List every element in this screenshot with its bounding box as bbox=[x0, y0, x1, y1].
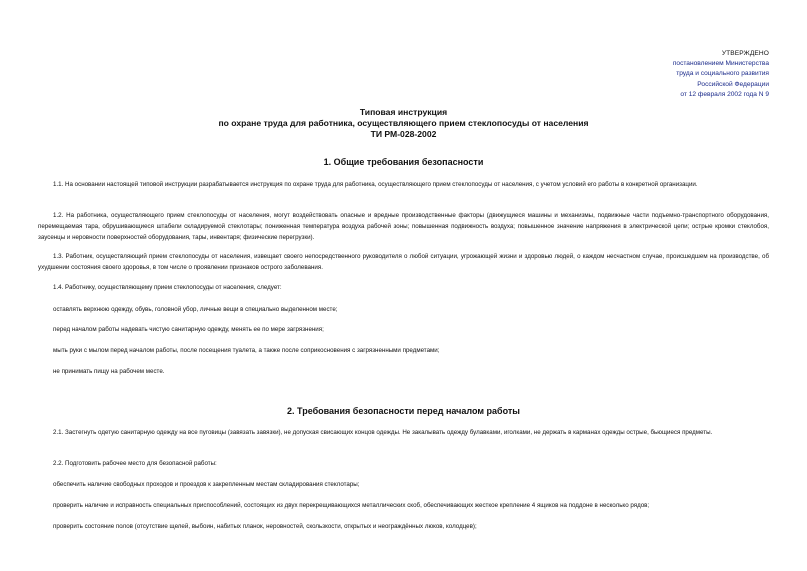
paragraph-1-4: 1.4. Работнику, осуществляющему прием стеклопосуды от населения, следует: bbox=[53, 284, 282, 291]
approval-line[interactable]: постановлением Министерства bbox=[672, 60, 769, 68]
title-line: ТИ РМ-028-2002 bbox=[370, 128, 437, 139]
list-item: мыть руки с мылом перед началом работы, после посещения туалета, а также после соприкосновения с загрязненными предметами; bbox=[53, 347, 440, 354]
list-item: не принимать пищу на рабочем месте. bbox=[53, 368, 165, 375]
title-line: по охране труда для работника, осуществляющего прием стеклопосуды от населения bbox=[218, 117, 589, 128]
list-item: проверить состояние полов (отсутствие щелей, выбоин, набитых планок, неровностей, скользкости, открытых и неограждённых люков, колодцев); bbox=[53, 523, 477, 530]
approval-stamp bbox=[673, 49, 769, 100]
section-2-title: 2. Требования безопасности перед началом работы bbox=[287, 406, 520, 416]
paragraph-1-2: 1.2. На работника, осуществляющего прием стеклопосуды от населения, могут воздействовать опасные и вредные производственные факторы (движущиеся машины и механизмы, подвижные части подъемно-транспортного оборудования, перемещаемая тара, обрушивающиеся штабели складируемой стеклотары; пониженная температура воздуха рабочей зоны; повышенная подвижность воздуха; повышенное значение напряжения в электрической цепи; острые кромки стеклобоя, заусенцы и неровности поверхностей оборудования, тары, инвентаря; физические перегрузки). bbox=[38, 212, 769, 241]
approval-line[interactable]: Российской Федерации bbox=[697, 80, 769, 88]
section-1-title: 1. Общие требования безопасности bbox=[323, 157, 484, 167]
paragraph-2-1: 2.1. Застегнуть одетую санитарную одежду на все пуговицы (завязать завязки), не допуская свисающих концов одежды. Не закалывать одежду булавками, иголками, не держать в карманах одежды острые, бьющиеся предметы. bbox=[53, 429, 713, 436]
approval-line[interactable]: от 12 февраля 2002 года N 9 bbox=[680, 90, 769, 98]
title-line: Типовая инструкция bbox=[359, 107, 448, 117]
list-item: перед началом работы надевать чистую санитарную одежду, менять ее по мере загрязнения; bbox=[53, 326, 324, 333]
paragraph-2-2: 2.2. Подготовить рабочее место для безопасной работы: bbox=[53, 460, 217, 467]
document-title bbox=[0, 107, 807, 139]
list-item: оставлять верхнюю одежду, обувь, головной убор, личные вещи в специально выделенном месте; bbox=[53, 306, 338, 313]
list-item: проверить наличие и исправность специальных приспособлений, состоящих из двух перекрещивающихся металлических скоб, обеспечивающих жесткое крепление 4 ящиков на поддоне в несколько рядов; bbox=[53, 502, 650, 509]
paragraph-1-3: 1.3. Работник, осуществляющий прием стеклопосуды от населения, извещает своего непосредственного руководителя о любой ситуации, угрожающей жизни и здоровью людей, о каждом несчастном случае, происшедшем на производстве, об ухудшении состояния своего здоровья, в том числе о проявлении признаков острого заболевания. bbox=[38, 253, 769, 271]
approval-line[interactable]: труда и социального развития bbox=[676, 70, 769, 78]
paragraph-1-1: 1.1. На основании настоящей типовой инструкции разрабатывается инструкция по охране труда для работника, осуществляющего прием стеклопосуды от населения, с учетом условий его работы в конкретной организации. bbox=[53, 181, 698, 188]
approval-heading: УТВЕРЖДЕНО bbox=[721, 50, 769, 57]
list-item: обеспечить наличие свободных проходов и проездов к закрепленным местам складирования стеклотары; bbox=[53, 481, 360, 488]
